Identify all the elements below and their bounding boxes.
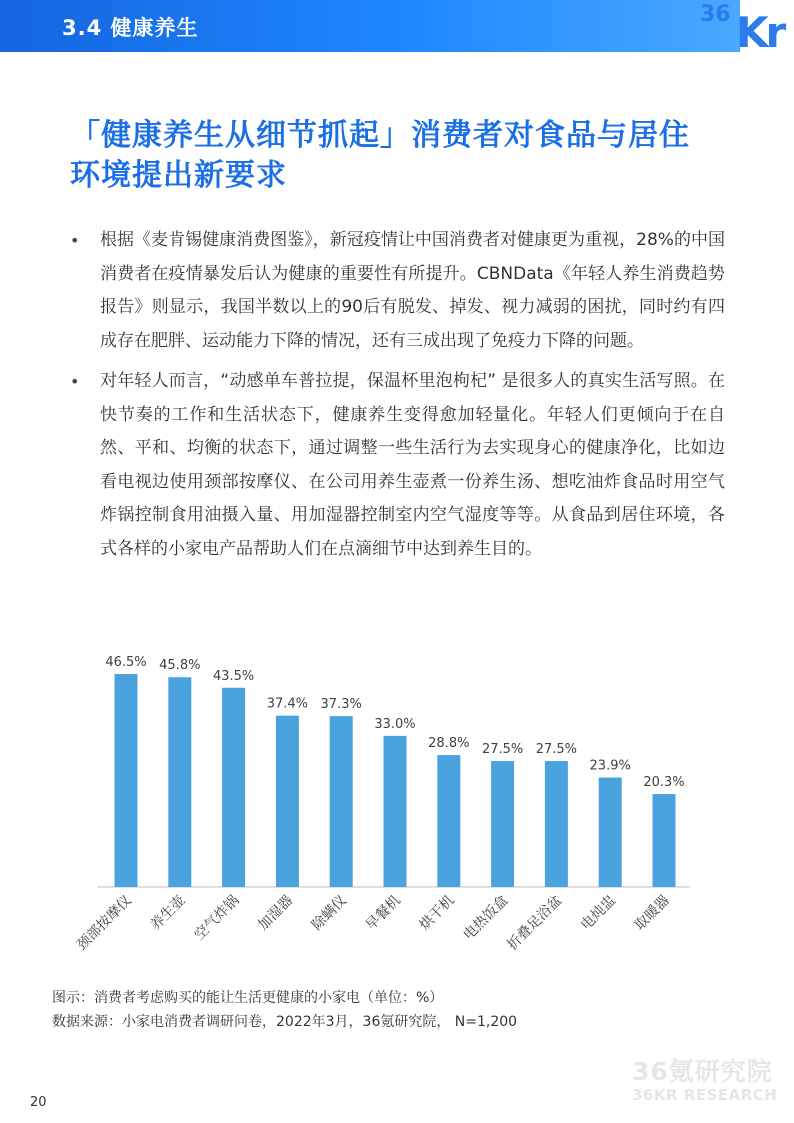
category-label-1: 颈部按摩仪	[74, 892, 135, 954]
bar-5	[330, 716, 353, 887]
caption-figure-note: 图示：消费者考虑购买的能让生活更健康的小家电（单位：%）	[52, 990, 444, 1006]
bar-10	[599, 778, 622, 887]
data-label-1: 46.5%	[105, 655, 147, 671]
bar-3	[222, 688, 245, 887]
bar-8	[491, 761, 514, 887]
figure-caption	[52, 986, 517, 1034]
page-title-line-2: 环境提出新要求	[70, 158, 287, 193]
category-label-10: 电炖盅	[578, 892, 620, 934]
36kr-logo	[700, 2, 794, 57]
watermark-line-2: 36KR RESEARCH	[632, 1086, 778, 1104]
bullet-item-1	[70, 224, 725, 358]
data-label-6: 33.0%	[374, 716, 416, 732]
bar-11	[653, 794, 676, 887]
bullet-marker: •	[70, 372, 80, 391]
data-label-5: 37.3%	[320, 697, 362, 713]
data-label-2: 45.8%	[159, 658, 201, 674]
page-title	[70, 116, 750, 196]
watermark-line-1: 36氪研究院	[632, 1057, 773, 1086]
data-label-11: 20.3%	[643, 775, 685, 791]
bar-chart	[74, 655, 697, 978]
logo-letters: Kr	[736, 8, 784, 57]
bar-4	[276, 716, 299, 887]
bar-9	[545, 761, 568, 887]
category-label-9: 折叠足浴盆	[504, 892, 566, 954]
header-bar	[0, 0, 740, 52]
data-label-4: 37.4%	[266, 696, 309, 712]
caption-data-source: 数据来源：小家电消费者调研问卷，2022年3月，36氪研究院， N=1,200	[52, 1014, 518, 1030]
data-label-9: 27.5%	[535, 742, 578, 758]
data-label-8: 27.5%	[481, 742, 524, 758]
bar-1	[115, 674, 138, 887]
category-label-4: 加湿器	[255, 892, 297, 934]
data-label-3: 43.5%	[212, 668, 255, 684]
bullet-text: 对年轻人而言，“动感单车普拉提，保温杯里泡枸杞” 是很多人的真实生活写照。在快节奏的工作和生活状态下，健康养生变得愈加轻量化。年轻人们更倾向于在自然、平和、均衡的状态下，通过调整一些生活行为去实现身心的健康净化，比如边看电视边使用颈部按摩仪、在公司用养生壶煮一份养生汤、想吃油炸食品时用空气炸锅控制食用油摄入量、用加湿器控制室内空气湿度等等。从食品到居住环境，各式各样的小家电产品帮助人们在点滴细节中达到养生目的。	[100, 371, 725, 559]
bullet-item-2	[70, 365, 725, 566]
category-label-11: 取暖器	[631, 892, 673, 934]
bullet-list	[70, 224, 725, 573]
page-title-line-1: 「健康养生从细节抓起」消费者对食品与居住	[70, 118, 690, 153]
page-number: 20	[30, 1095, 47, 1110]
bullet-marker: •	[70, 231, 80, 250]
bar-6	[384, 736, 407, 887]
bar-2	[168, 677, 191, 887]
bullet-text: 根据《麦肯锡健康消费图鉴》，新冠疫情让中国消费者对健康更为重视，28%的中国消费者在疫情暴发后认为健康的重要性有所提升。CBNData《年轻人养生消费趋势报告》则显示，我国半数以上的90后有脱发、掉发、视力减弱的困扰，同时约有四成存在肥胖、运动能力下降的情况，还有三成出现了免疫力下降的问题。	[100, 230, 725, 351]
category-label-8: 电热饭盒	[460, 892, 512, 944]
category-label-7: 烘干机	[416, 892, 458, 934]
logo-number: 36	[700, 2, 731, 27]
section-title: 3.4 健康养生	[62, 16, 199, 40]
research-watermark	[632, 1058, 782, 1104]
category-label-3: 空气炸锅	[191, 892, 243, 944]
data-label-10: 23.9%	[589, 758, 631, 774]
data-label-7: 28.8%	[428, 736, 470, 752]
category-label-5: 除螨仪	[309, 892, 351, 934]
category-label-2: 养生壶	[147, 892, 189, 934]
bar-7	[437, 755, 460, 887]
category-label-6: 早餐机	[362, 892, 404, 934]
